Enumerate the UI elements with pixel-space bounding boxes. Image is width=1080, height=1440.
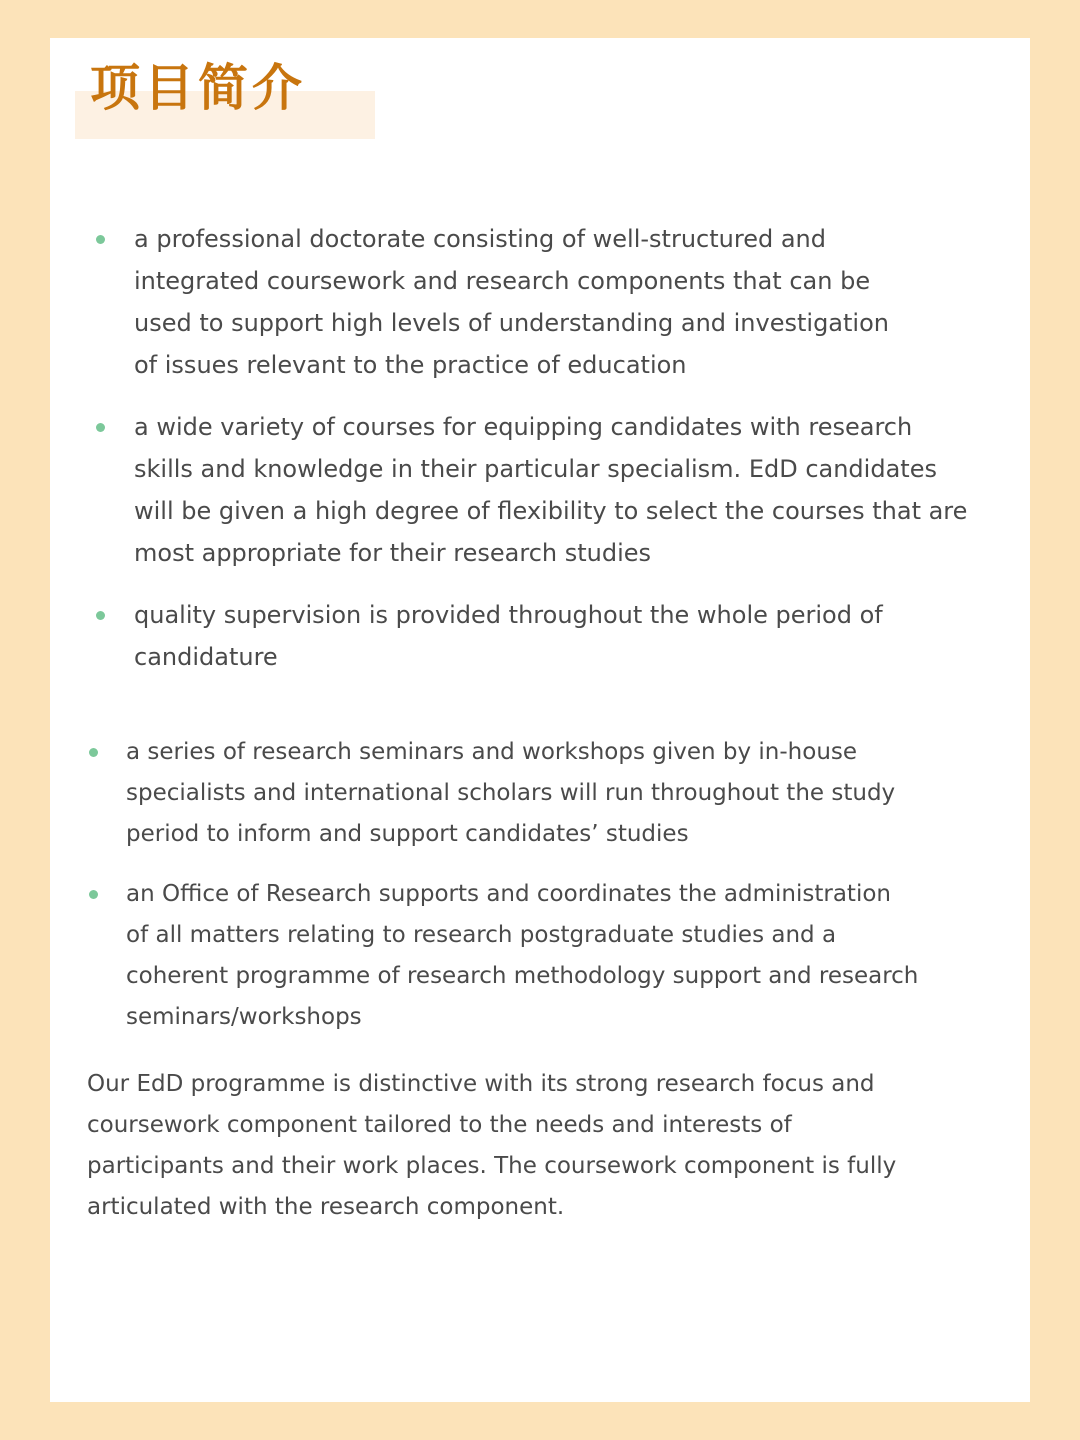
text-line: of issues relevant to the practice of education <box>134 351 687 379</box>
text-line: skills and knowledge in their particular specialism. EdD candidates <box>134 455 937 483</box>
bullet-dot-icon <box>89 890 98 899</box>
list-item-text <box>134 594 1014 678</box>
list-item-text <box>134 406 1014 574</box>
list-item <box>134 218 1014 386</box>
text-line: a wide variety of courses for equipping candidates with research <box>134 413 913 441</box>
text-line: candidature <box>134 643 278 671</box>
text-line: integrated coursework and research components that can be <box>134 267 871 295</box>
text-line: will be given a high degree of flexibility to select the courses that are <box>134 497 968 525</box>
list-item <box>126 732 1006 855</box>
list-item-text <box>134 218 1014 386</box>
text-line: Our EdD programme is distinctive with its strong research focus and <box>87 1071 875 1097</box>
text-line: used to support high levels of understanding and investigation <box>134 309 889 337</box>
text-line: a series of research seminars and workshops given by in-house <box>126 739 858 765</box>
list-item <box>134 594 1014 678</box>
feature-list-secondary <box>126 732 1006 1057</box>
text-line: period to inform and support candidates’ studies <box>126 821 689 847</box>
text-line: coursework component tailored to the needs and interests of <box>87 1112 792 1138</box>
list-item-text <box>126 732 1006 855</box>
closing-paragraph <box>87 1064 987 1228</box>
bullet-dot-icon <box>89 748 98 757</box>
text-line: an Office of Research supports and coordinates the administration <box>126 881 891 907</box>
text-line: a professional doctorate consisting of well-structured and <box>134 225 826 253</box>
bullet-dot-icon <box>96 423 105 432</box>
text-line: seminars/workshops <box>126 1004 362 1030</box>
content-card <box>50 38 1030 1402</box>
list-item <box>134 406 1014 574</box>
text-line: specialists and international scholars will run throughout the study <box>126 780 896 806</box>
text-line: most appropriate for their research studies <box>134 539 652 567</box>
page-title: 项目简介 <box>90 59 306 117</box>
text-line: quality supervision is provided throughout the whole period of <box>134 601 883 629</box>
text-line: of all matters relating to research postgraduate studies and a <box>126 922 837 948</box>
text-line: participants and their work places. The coursework component is fully <box>87 1153 897 1179</box>
bullet-dot-icon <box>96 235 105 244</box>
text-line: coherent programme of research methodology support and research <box>126 963 919 989</box>
bullet-dot-icon <box>96 611 105 620</box>
title-block <box>75 58 375 140</box>
list-item <box>126 874 1006 1038</box>
text-line: articulated with the research component. <box>87 1194 565 1220</box>
list-item-text <box>126 874 1006 1038</box>
feature-list-primary <box>134 218 1014 698</box>
